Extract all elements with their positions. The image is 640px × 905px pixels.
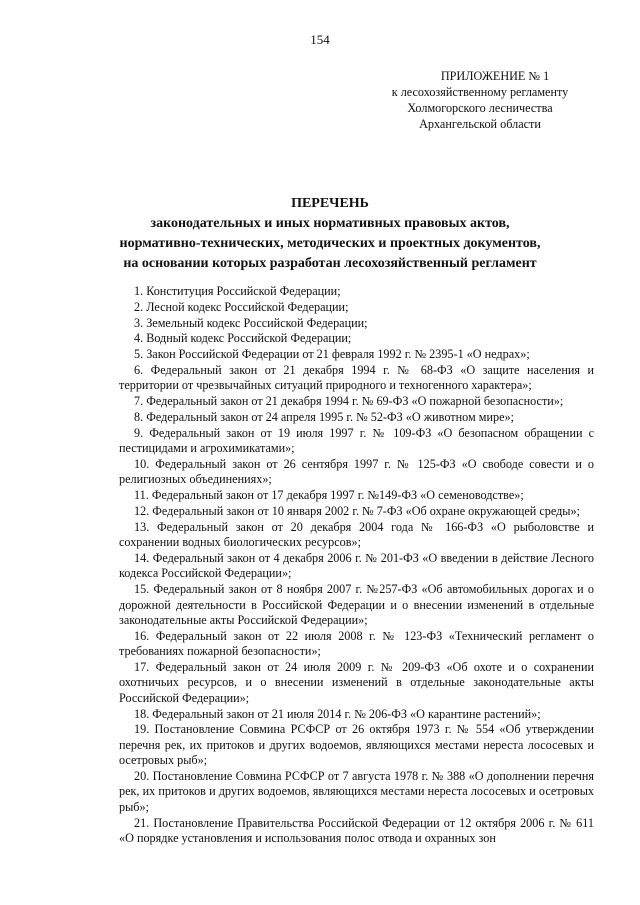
appendix-title: ПРИЛОЖЕНИЕ № 1 — [440, 69, 550, 83]
list-item: 9. Федеральный закон от 19 июля 1997 г. № 109-ФЗ «О безопасном обращении с пестицидами и агрохимикатами»; — [119, 425, 594, 456]
heading-title: ПЕРЕЧЕНЬ — [291, 196, 369, 211]
list-item: 11. Федеральный закон от 17 декабря 1997 г. №149-ФЗ «О семеноводстве»; — [134, 488, 524, 503]
appendix-line: Холмогорского лесничества — [407, 101, 553, 115]
list-item: 13. Федеральный закон от 20 декабря 2004 года № 166-ФЗ «О рыболовстве и сохранении водных биологических ресурсов»; — [119, 519, 594, 550]
list-item: 14. Федеральный закон от 4 декабря 2006 г. № 201-ФЗ «О введении в действие Лесного кодекса Российской Федерации»; — [119, 550, 594, 581]
list-item: 6. Федеральный закон от 21 декабря 1994 г. № 68-ФЗ «О защите населения и территории от чрезвычайных ситуаций природного и техногенного характера»; — [119, 362, 594, 393]
appendix-block — [360, 68, 600, 132]
list-item: 8. Федеральный закон от 24 апреля 1995 г. № 52-ФЗ «О животном мире»; — [134, 409, 514, 424]
list-item: 4. Водный кодекс Российской Федерации; — [134, 331, 352, 346]
heading-line: нормативно-технических, методических и проектных документов, — [119, 236, 541, 251]
list-item: 20. Постановление Совмина РСФСР от 7 августа 1978 г. № 388 «О дополнении перечня рек, их притоков и других водоемов, являющихся местами нереста лососевых и осетровых рыб»; — [119, 769, 594, 814]
appendix-line: Архангельской области — [419, 117, 541, 131]
list-item: 10. Федеральный закон от 26 сентября 1997 г. № 125-ФЗ «О свободе совести и о религиозных объединениях»; — [119, 456, 594, 487]
list-item: 18. Федеральный закон от 21 июля 2014 г. № 206-ФЗ «О карантине растений»; — [134, 706, 541, 721]
list-item: 16. Федеральный закон от 22 июля 2008 г. № 123-ФЗ «Технический регламент о требованиях пожарной безопасности»; — [119, 628, 594, 659]
page-number: 154 — [310, 32, 330, 47]
list-item: 12. Федеральный закон от 10 января 2002 г. № 7-ФЗ «Об охране окружающей среды»; — [134, 503, 580, 518]
list-item: 1. Конституция Российской Федерации; — [134, 284, 341, 298]
heading-line: на основании которых разработан лесохозяйственный регламент — [123, 256, 537, 271]
list-item: 5. Закон Российской Федерации от 21 февраля 1992 г. № 2395-1 «О недрах»; — [134, 347, 530, 362]
list-item: 19. Постановление Совмина РСФСР от 26 октября 1973 г. № 554 «Об утверждении перечня рек, их притоков и других водоемов, являющихся местами нереста лососевых и осетровых рыб»; — [119, 722, 594, 768]
list-item: 7. Федеральный закон от 21 декабря 1994 г. № 69-ФЗ «О пожарной безопасности»; — [134, 394, 564, 409]
document-heading — [60, 194, 600, 274]
list-item: 3. Земельный кодекс Российской Федерации; — [134, 315, 368, 330]
appendix-line: к лесохозяйственному регламенту — [391, 85, 569, 99]
legal-acts-list — [119, 284, 594, 847]
list-item: 2. Лесной кодекс Российской Федерации; — [134, 299, 349, 314]
list-item: 15. Федеральный закон от 8 ноября 2007 г. №257-ФЗ «Об автомобильных дорогах и о дорожной деятельности в Российской Федерации и о внесении изменений в отдельные законодательные акты Российской Федерации»; — [119, 582, 594, 627]
list-item: 21. Постановление Правительства Российской Федерации от 12 октября 2006 г. № 611 «О порядке установления и использования полос отвода и охранных зон — [119, 815, 594, 846]
heading-line: законодательных и иных нормативных правовых актов, — [150, 216, 510, 231]
list-item: 17. Федеральный закон от 24 июля 2009 г. № 209-ФЗ «Об охоте и о сохранении охотничьих ресурсов, и о внесении изменений в отдельные законодательные акты Российской Федерации»; — [119, 660, 594, 705]
